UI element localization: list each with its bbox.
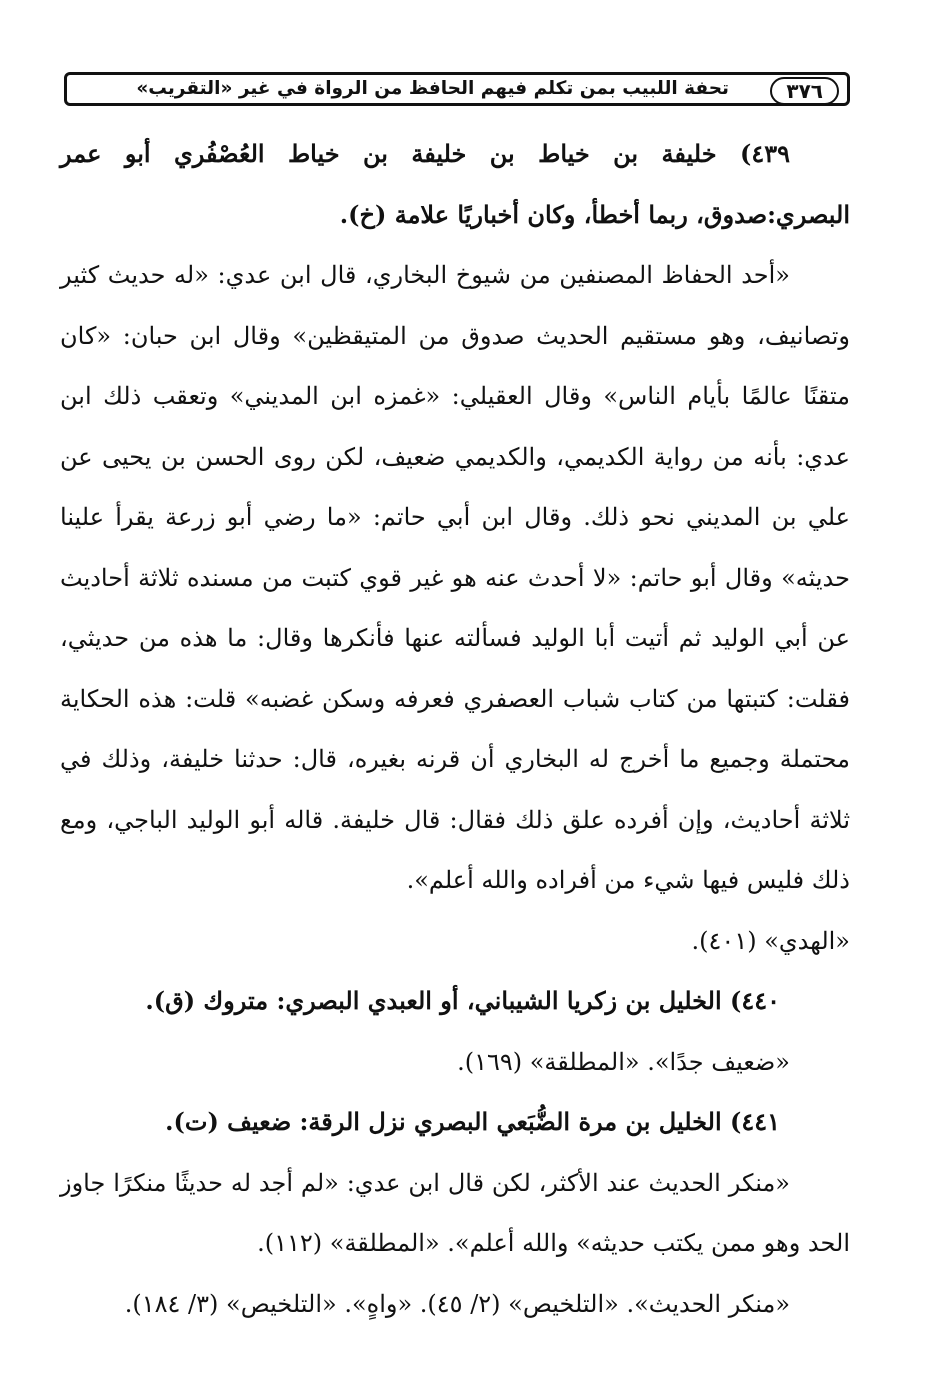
entry-source-440: «ضعيف جدًا». «المطلقة» (١٦٩). bbox=[457, 1047, 790, 1076]
entry-heading-439: ٤٣٩) خليفة بن خياط بن خليفة بن خياط العُصْفُري أبو عمر البصري:صدوق، ربما أخطأ، وكان أخباريًا علامة (خ). bbox=[60, 139, 850, 229]
entry-heading-440: ٤٤٠) الخليل بن زكريا الشيباني، أو العبدي البصري: متروك (ق). bbox=[145, 986, 780, 1015]
page-number: ٣٧٦ bbox=[770, 77, 839, 105]
entry-source-441: «منكر الحديث». «التلخيص» (٢/ ٤٥). «واهٍ». «التلخيص» (٣/ ١٨٤). bbox=[124, 1289, 790, 1318]
entry-commentary-441: «منكر الحديث عند الأكثر، لكن قال ابن عدي: «لم أجد له حديثًا منكرًا جاوز الحد وهو ممن يكتب حديثه» والله أعلم». «المطلقة» (١١٢). bbox=[60, 1168, 850, 1257]
running-title: تحفة اللبيب بمن تكلم فيهم الحافظ من الرواة في غير «التقريب» bbox=[136, 78, 729, 99]
entry-commentary-439: «أحد الحفاظ المصنفين من شيوخ البخاري، قال ابن عدي: «له حديث كثير وتصانيف، وهو مستقيم الحديث صدوق من المتيقظين» وقال ابن حبان: «كان متقنًا عالمًا بأيام الناس» وقال العقيلي: «غمزه ابن المديني» وتعقب ذلك ابن عدي: بأنه من رواية الكديمي، والكديمي ضعيف، لكن روى الحسن بن يحيى عن علي بن المديني نحو ذلك. وقال ابن أبي حاتم: «ما رضي أبو زرعة يقرأ علينا حديثه» وقال أبو حاتم: «لا أحدث عنه هو غير قوي كتبت من مسنده ثلاثة أحاديث عن أبي الوليد ثم أتيت أبا الوليد فسألته عنها فأنكرها وقال: ما هذه من حديثي، فقلت: كتبتها من كتاب شباب العصفري فعرفه وسكن غضبه» قلت: هذه الحكاية محتملة وجميع ما أخرج له البخاري أن قرنه بغيره، قال: حدثنا خليفة، وذلك في ثلاثة أحاديث، وإن أفرده علق ذلك فقال: قال خليفة. قاله أبو الوليد الباجي، ومع ذلك فليس فيها شيء من أفراده والله أعلم». bbox=[60, 261, 851, 894]
entry-heading-441: ٤٤١) الخليل بن مرة الضُّبَعي البصري نزل الرقة: ضعيف (ت). bbox=[165, 1107, 780, 1136]
running-header bbox=[64, 72, 850, 106]
entry-source-439: «الهدي» (٤٠١). bbox=[691, 926, 850, 955]
page-body bbox=[60, 124, 850, 1334]
